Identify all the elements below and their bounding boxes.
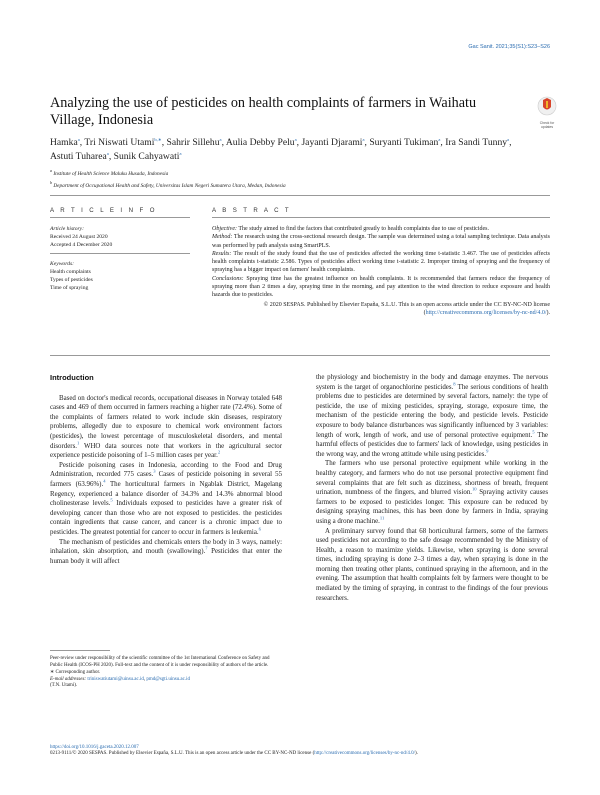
right-column <box>316 373 548 603</box>
paragraph-text: WHO data sources note that workers in the agricultural sector experience pesticide poisoning of 1–5 million cases per year. <box>50 442 282 460</box>
citation-ref[interactable]: 9 <box>486 448 489 454</box>
copyright-line: 0213-9111/© 2020 SESPAS. Published by Elsevier España, S.L.U. This is an open access article under the CC BY-NC-ND license (http://creativecommons.org/licenses/by-nc-nd/4.0/). <box>50 751 418 757</box>
keyword: Health complaints <box>50 269 91 275</box>
abstract-results: Results: The result of the study found that the use of pesticides affected the working time t-statistic 3.467. The use of pesticides affects health complaints t-statistic 2.586. Types of pesticides affect working time t-statistic 2. Improper timing of spraying and the frequency of spraying has a bigger impact on farmers' health complaints. <box>212 250 550 274</box>
article-title: Analyzing the use of pesticides on health complaints of farmers in Waihatu Village, Indonesia <box>50 95 477 128</box>
paragraph-text: The harmful effects of pesticides due to farmers' lack of knowledge, using pesticides in the wrong way, and the wrong attitude while using pesticides. <box>316 431 548 458</box>
article-info-heading: A R T I C L E I N F O <box>50 207 157 214</box>
author-name: Suryanti Tukiman <box>369 137 439 148</box>
accepted-date: Accepted 4 December 2020 <box>50 242 113 248</box>
keyword: Types of pesticides <box>50 277 93 283</box>
check-updates-label: Check for updates <box>539 121 555 129</box>
author-name: Sahrir Sillehu <box>166 137 220 148</box>
author-affiliation-mark[interactable]: a <box>438 136 441 142</box>
author-name: Jayanti Djarami <box>301 137 363 148</box>
check-updates-icon <box>537 96 557 116</box>
citation-ref[interactable]: 3 <box>153 469 156 475</box>
abstract-body <box>212 225 550 317</box>
history-label: Article history: <box>50 226 85 232</box>
citation-ref[interactable]: 5 <box>110 497 113 503</box>
paragraph-text: Pesticide poisoning cases in Indonesia, according to the Food and Drug Administration, recorded 775 cases. <box>50 461 282 479</box>
author-affiliation-mark[interactable]: a <box>507 136 510 142</box>
paragraph-text: A preliminary survey found that 68 horticultural farmers, some of the farmers used pesticides not according to the safe dosage recommended by the Ministry of Health, a reason to maximize yields. Likewise, when spraying is done several times, including spraying is done 2–3 times a day, when spraying is done in the morning then treating other plants, continued spraying in the afternoon, and in the evening. The assumption that health complaints felt by farmers were thought to be mediated by the timing of spraying, in contrast to the findings of the four previous researchers. <box>316 527 548 602</box>
corresponding-author-note: ∗ Corresponding author. <box>50 670 101 675</box>
author-list: Hamka$^a$, Tri Niswati Utami$^{b,∗}$, Sahrir Sillehu$^a$, Aulia Debby Pelu$^a$, Jayanti Djarami$^a$, Suryanti Tukiman$^a$, Ira Sandi Tunny$^a$, Astuti Tuharea$^a$, Sunik Cahyawati$^a$ <box>50 136 512 162</box>
left-column <box>50 373 282 566</box>
citation-ref[interactable]: 7 <box>205 545 208 551</box>
author-affiliation-mark[interactable]: a <box>294 136 297 142</box>
check-for-updates-badge[interactable] <box>537 96 557 129</box>
body-paragraph <box>50 538 282 567</box>
paragraph-text: Based on doctor's medical records, occupational diseases in Norway totaled 648 cases and 469 of them occurred in farmers reaching a higher rate (72.4%). Some of the complaints of farmers related to work include skin diseases, respiratory problems, allegedly due to exposure to chemical work environment factors (pesticides), the lowest percentage of musculoskeletal disorders, and mental disorders. <box>50 394 282 450</box>
abstract-heading: A B S T R A C T <box>212 207 292 214</box>
peer-review-note: Peer-review under responsibility of the scientific committee of the 1st International Conference on Safety and Public Health (ICOS-PH 2020). Full-text and the content of it is under responsibility of authors of the article. <box>50 656 270 668</box>
citation-ref[interactable]: 1 <box>76 440 80 446</box>
article-info-divider <box>50 217 190 218</box>
paragraph-text: Cases of pesticide poisoning in several 55 farmers (63.96%). <box>50 471 283 488</box>
author-affiliation-mark[interactable]: a <box>362 136 365 142</box>
footnotes <box>50 656 282 690</box>
header-divider <box>50 195 550 196</box>
citation-ref[interactable]: 6 <box>258 526 261 532</box>
citation-ref[interactable]: 11 <box>379 515 385 521</box>
email-line: E-mail addresses: triniswatiutami@uinsu.ac.id, pmd@sgti.uinsu.ac.id <box>50 676 190 682</box>
email-link[interactable]: pmd@sgti.uinsu.ac.id <box>146 676 190 682</box>
keywords-label: Keywords: <box>50 261 75 267</box>
author-name: Ira Sandi Tunny <box>445 137 508 148</box>
author-name: Hamka <box>50 137 78 148</box>
author-name: Astuti Tuharea <box>50 151 107 162</box>
abstract-conclusions: Conclusions: Spraying time has the greatest influence on health complaints. It is recommended that farmers reduce the frequency of spraying more than 2 times a day, spraying time in the morning, and pay attention to the wind direction to reduce exposure and health hazards due to pesticides. <box>212 275 550 299</box>
author-affiliation-mark[interactable]: b,∗ <box>154 136 162 142</box>
body-paragraph <box>50 394 282 461</box>
author-affiliation-mark[interactable]: a <box>77 136 80 142</box>
citation-ref[interactable]: 10 <box>472 486 477 492</box>
paragraph-text: Pesticides that enter the human body it will affect <box>50 548 282 565</box>
author-name: Tri Niswati Utami <box>84 137 155 148</box>
citation-ref[interactable]: 8 <box>453 381 456 387</box>
paragraph-text: The mechanism of pesticides and chemicals enters the body in 3 ways, namely: inhalation, skin absorption, and mouth (swallowing). <box>50 538 282 556</box>
paragraph-text: Spraying activity causes farmers to be exposed to pesticides longer. This exposure can be reduced by designing spraying machines, this has been done by farmers in India, spraying using a drone machine. <box>316 489 549 525</box>
bottom-copyright <box>50 745 550 758</box>
keyword: Time of spraying <box>50 285 89 291</box>
doi-link[interactable]: https://doi.org/10.1016/j.gaceta.2020.12.007 <box>50 745 139 750</box>
paragraph-text: The farmers who use personal protective equipment while working in the healthy category, and farmers who do not use personal protective equipment find several complaints that are felt such as dizziness, shortness of breath, frequent urination, numbness of the fingers, and blurred vision. <box>316 460 548 497</box>
body-paragraph <box>316 373 548 459</box>
keywords <box>50 260 190 292</box>
author-name: Aulia Debby Pelu <box>225 137 295 148</box>
paragraph-text: Individuals exposed to pesticides have a greater risk of developing cancer than those who are not exposed to pesticides. the pesticides contain ingredients that cause cancer, and cancer is a chronic impact due to pesticides. The greatest potential for cancer to occur in farmers is leukemia. <box>50 500 282 536</box>
email-link[interactable]: triniswatiutami@uinsu.ac.id <box>87 676 144 682</box>
author-affiliation-mark[interactable]: a <box>219 136 222 142</box>
received-date: Received 24 August 2020 <box>50 234 108 240</box>
author-name: Sunik Cahyawati <box>113 151 180 162</box>
abstract-method: Method: The research using the cross-sectional research design. The sample was determined using a total sampling technique. Data analysis was performed by path analysis using SmartPLS. <box>212 234 550 249</box>
author-affiliation-mark[interactable]: a <box>106 150 109 156</box>
body-paragraph <box>316 459 548 526</box>
author-affiliation-mark[interactable]: a <box>179 150 182 156</box>
journal-reference[interactable]: Gac Sanit. 2021;35(S1):S23–S26 <box>468 44 550 50</box>
paragraph-text: The horticultural farmers in Ngablak District, Magelang Regency, experienced a balance disorder of 34.3% and 14.3% abnormal blood cholinesterase levels. <box>50 480 282 508</box>
keywords-divider <box>50 253 190 254</box>
introduction-heading: Introduction <box>50 373 94 382</box>
paragraph-text: the physiology and biochemistry in the body and damage enzymes. The nervous system is the target of organochlorine pesticides. <box>316 374 548 391</box>
paragraph-text: The serious conditions of health problems due to pesticides are determined by several factors, namely: the type of pesticide, the use of mixing pesticides, spraying, storage, exposure time, the mechanism of the pesticide entering the body, and pesticide levels. Pesticide exposure to body balance disturbances was significantly influenced by 3 variables: length of work, length of work, and use of personal protective equipment. <box>316 383 548 439</box>
affiliation-b: $^b$ Department of Occupational Health and Safety, Universitas Islam Negeri Sumatera Utara, Medan, Indonesia <box>50 179 286 189</box>
footnote-divider <box>50 650 110 651</box>
abstract-bottom-divider <box>50 355 550 356</box>
body-paragraph <box>316 527 548 604</box>
license-link[interactable]: http://creativecommons.org/licenses/by-nc-nd/4.0/ <box>425 309 547 316</box>
abstract-license: © 2020 SESPAS. Published by Elsevier España, S.L.U. This is an open access article under the CC BY-NC-ND license (http://creativecommons.org/licenses/by-nc-nd/4.0/). <box>263 301 550 316</box>
citation-ref[interactable]: 4 <box>103 478 106 484</box>
citation-ref[interactable]: 5 <box>532 429 535 435</box>
abstract-objective: Objective: The study aimed to find the factors that contributed greatly to health complaints due to use of pesticides. <box>212 226 489 232</box>
affiliation-a: $^a$ Institute of Health Science Maluku Husada, Indonesia <box>50 168 169 177</box>
body-paragraph <box>50 461 282 538</box>
license-link[interactable]: http://creativecommons.org/licenses/by-nc-nd/4.0/ <box>314 751 415 757</box>
affiliations <box>50 166 530 191</box>
article-history <box>50 225 190 249</box>
citation-ref[interactable]: 2 <box>217 449 221 455</box>
abstract-divider <box>212 217 550 218</box>
email-owner: (T.N. Utami). <box>50 683 78 688</box>
